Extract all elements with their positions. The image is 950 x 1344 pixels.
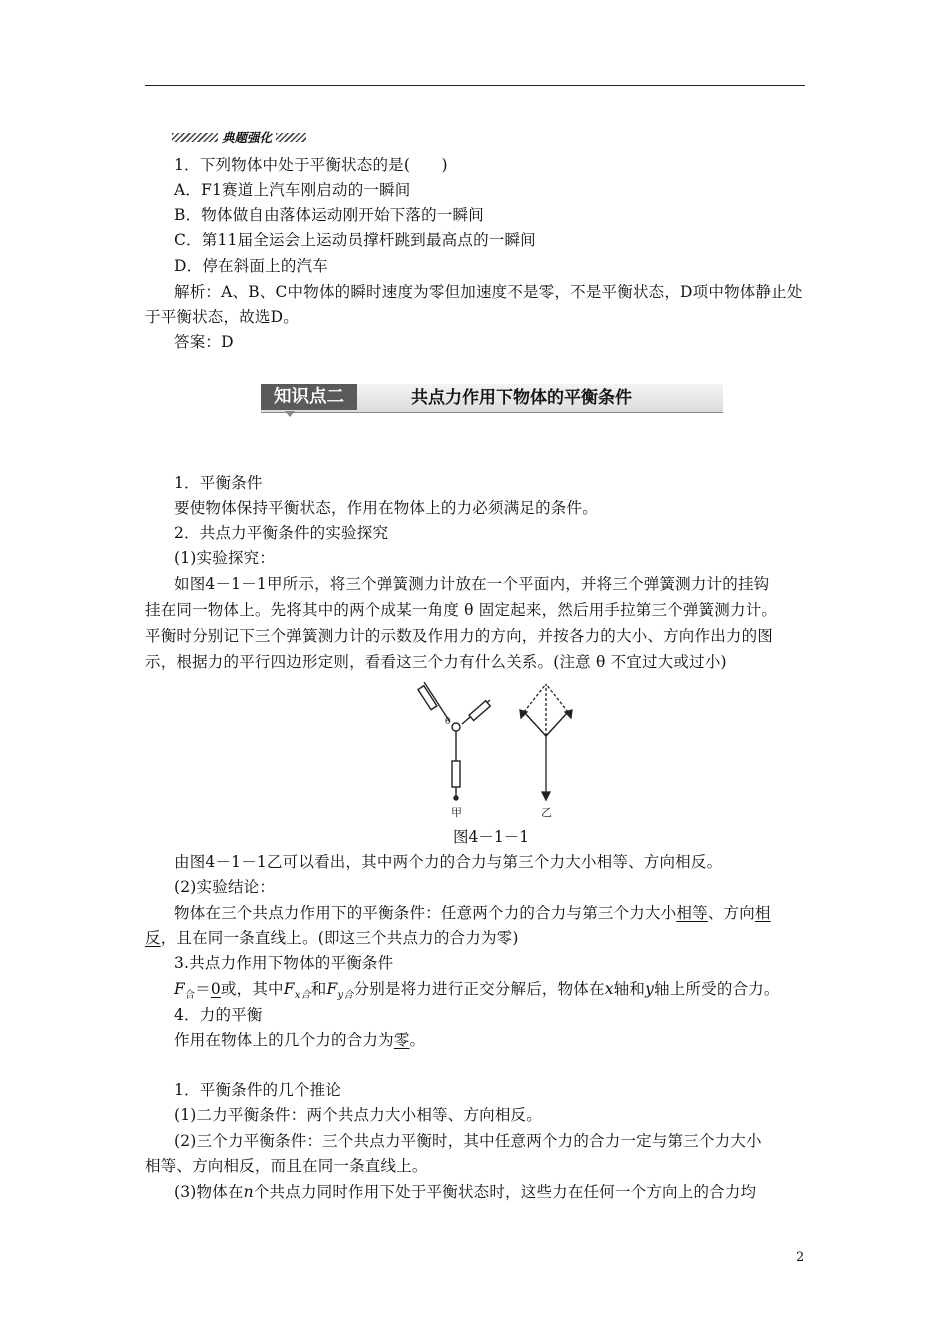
text-run: 作用在物体上的几个力的合力为 <box>174 1031 394 1049</box>
theta-label: θ <box>445 717 451 727</box>
paragraph-line: 由图4－1－1乙可以看出，其中两个力的合力与第三个力大小相等、方向相反。 <box>174 853 723 871</box>
text-run: 个共点力同时作用下处于平衡状态时，这些力在任何一个方向上的合力均 <box>253 1183 757 1201</box>
analysis-line-1: 解析：A、B、C中物体的瞬时速度为零但加速度不是零，不是平衡状态，D项中物体静止处 <box>174 283 803 301</box>
page-number: 2 <box>796 1250 805 1265</box>
paragraph-line: 挂在同一物体上。先将其中的两个成某一角度 θ 固定起来，然后用手拉第三个弹簧测力计。 <box>145 601 778 619</box>
underlined-answer: 0 <box>210 980 221 998</box>
paragraph-line <box>174 1182 807 1202</box>
figure-label-jia: 甲 <box>451 806 462 819</box>
subheading-experiment: (1)实验探究： <box>174 549 276 567</box>
text-run: 和 <box>310 980 327 998</box>
spring-scales-diagram <box>418 682 490 800</box>
underlined-answer: 相 <box>754 904 771 922</box>
tag-tail-decoration <box>276 133 306 142</box>
heading-force-balance: 4．力的平衡 <box>174 1006 263 1024</box>
paragraph-line: 要使物体保持平衡状态，作用在物体上的力必须满足的条件。 <box>174 499 598 517</box>
header-rule <box>145 85 805 86</box>
banner-title: 共点力作用下物体的平衡条件 <box>411 388 632 408</box>
text-run: 、方向 <box>707 904 755 922</box>
text-run: 分别是将力进行正交分解后，物体在 <box>353 980 605 998</box>
knowledge-point-banner <box>261 384 723 413</box>
symbol-n: n <box>243 1183 254 1201</box>
paragraph-line: (2)三个力平衡条件：三个共点力平衡时，其中任意两个力的合力一定与第三个力大小 <box>174 1132 762 1150</box>
option-b: B．物体做自由落体运动刚开始下落的一瞬间 <box>174 206 484 224</box>
heading-corollaries: 1．平衡条件的几个推论 <box>174 1081 342 1099</box>
text-run: (3)物体在 <box>174 1183 244 1201</box>
force-parallelogram <box>520 684 572 800</box>
paragraph-line: 示，根据力的平行四边形定则，看看这三个力有什么关系。(注意 θ 不宜过大或过小) <box>145 653 727 671</box>
symbol-f: F <box>174 980 185 998</box>
subscript: y合 <box>337 990 354 1001</box>
conclusion-line-2 <box>145 928 807 948</box>
text-run: 物体在三个共点力作用下的平衡条件：任意两个力的合力与第三个力大小 <box>174 904 677 922</box>
symbol-y: y <box>645 980 655 998</box>
section-tag <box>172 128 306 146</box>
paragraph-line: 平衡时分别记下三个弹簧测力计的示数及作用力的方向，并按各力的大小、方向作出力的图 <box>145 627 774 645</box>
banner-label: 知识点二 <box>261 384 357 410</box>
question-stem: 1．下列物体中处于平衡状态的是( ) <box>174 156 448 174</box>
heading-balance-condition: 1．平衡条件 <box>174 474 263 492</box>
text-run: 轴和 <box>613 980 646 998</box>
heading-experiment: 2．共点力平衡条件的实验探究 <box>174 524 389 542</box>
subscript: x合 <box>294 990 311 1001</box>
paragraph-line: 相等、方向相反，而且在同一条直线上。 <box>145 1157 428 1175</box>
banner-notch-decoration <box>285 411 295 417</box>
text-run: 轴上所受的合力。 <box>654 980 780 998</box>
option-d: D．停在斜面上的汽车 <box>174 257 328 275</box>
text-run: 或，其中 <box>220 980 284 998</box>
option-c: C．第11届全运会上运动员撑杆跳到最高点的一瞬间 <box>174 231 536 249</box>
text-run: ＝ <box>195 980 211 998</box>
text-run: 。 <box>409 1031 426 1049</box>
conclusion-line-1 <box>174 903 807 923</box>
figure-caption: 图4－1－1 <box>453 828 530 846</box>
heading-coplanar-condition: 3.共点力作用下物体的平衡条件 <box>174 954 394 972</box>
paragraph-line <box>174 1030 807 1050</box>
figure-4-1-1 <box>400 676 580 826</box>
subheading-conclusion: (2)实验结论： <box>174 878 276 896</box>
section-tag-label: 典题强化 <box>222 130 273 145</box>
paragraph-line: 如图4－1－1甲所示，将三个弹簧测力计放在一个平面内，并将三个弹簧测力计的挂钩 <box>174 575 770 593</box>
text-run: ，且在同一条直线上。(即这三个共点力的合力为零) <box>160 929 519 947</box>
underlined-answer: 相等 <box>676 904 708 922</box>
figure-label-yi: 乙 <box>541 806 552 819</box>
answer-line: 答案：D <box>174 333 234 351</box>
paragraph-line: (1)二力平衡条件：两个共点力大小相等、方向相反。 <box>174 1106 542 1124</box>
symbol-x: x <box>604 980 614 998</box>
option-a: A．F1赛道上汽车刚启动的一瞬间 <box>174 181 411 199</box>
formula-line <box>174 979 807 1002</box>
subscript: 合 <box>184 990 196 1001</box>
tag-stripe-decoration <box>172 133 218 142</box>
analysis-line-2: 于平衡状态，故选D。 <box>145 308 299 326</box>
symbol-f: F <box>326 980 338 998</box>
symbol-f: F <box>283 980 295 998</box>
underlined-answer: 反 <box>145 929 161 947</box>
underlined-answer: 零 <box>393 1031 410 1049</box>
